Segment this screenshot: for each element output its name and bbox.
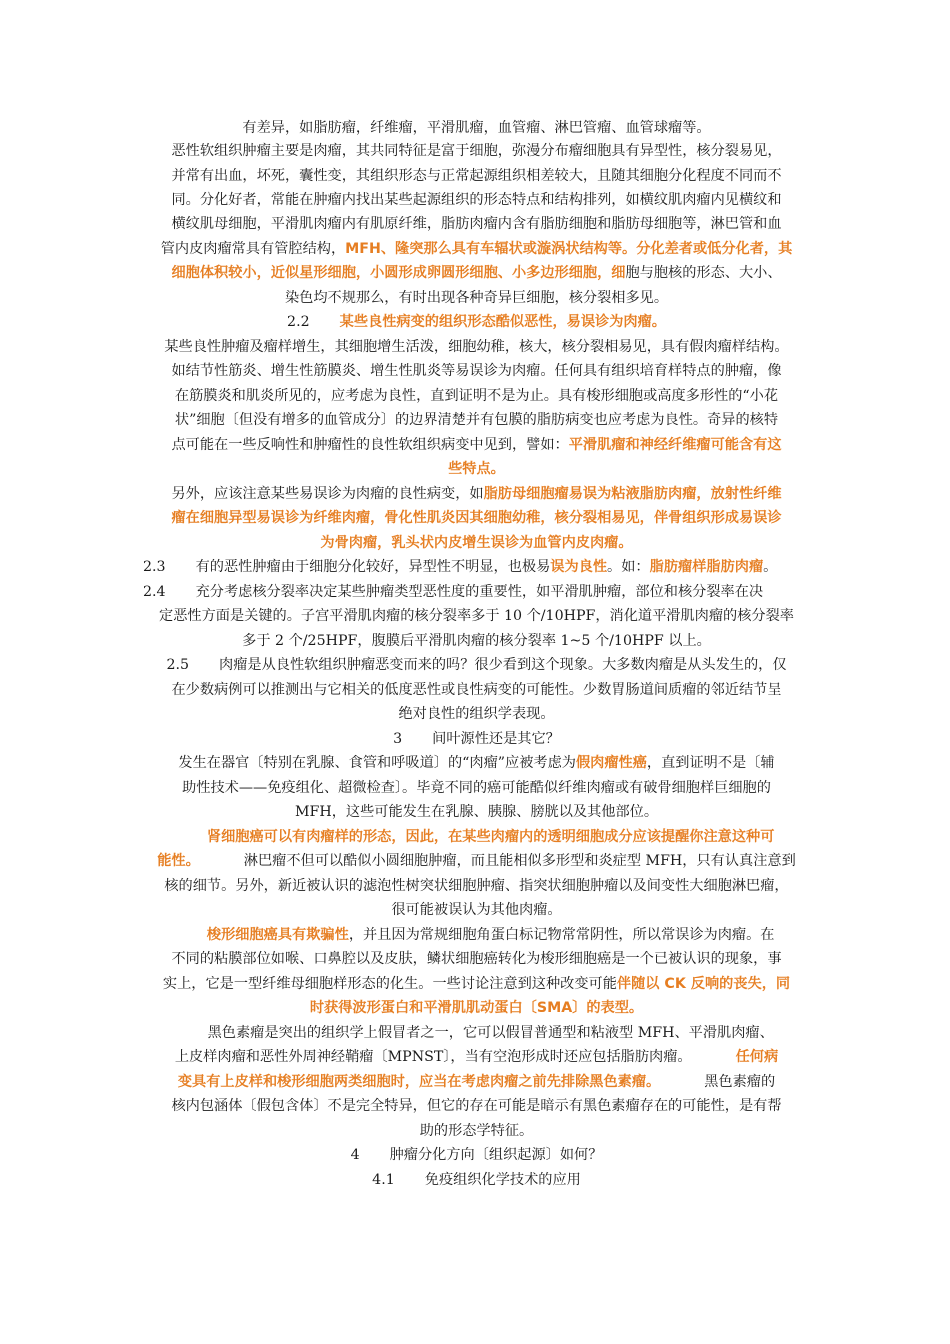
body-text: 另外，应该注意某些易误诊为肉瘤的良性病变，如: [171, 486, 484, 502]
text-line: [143, 898, 810, 922]
body-text: 2.3: [143, 559, 166, 575]
text-line: [143, 996, 810, 1020]
text-line: [143, 972, 810, 996]
body-text: 肿瘤分化方向〔组织起源〕如何？: [389, 1147, 603, 1163]
body-text: 横纹肌母细胞，平滑肌肉瘤内有肌原纤维，脂肪肉瘤内含有脂肪细胞和脂肪母细胞等，淋巴管和血: [171, 216, 782, 232]
body-text: 助的形态学特征。: [419, 1123, 534, 1139]
body-text: 上皮样肉瘤和恶性外周神经鞘瘤〔MPNST〕，当有空泡形成时还应包括脂肪肉瘤。: [174, 1049, 692, 1065]
highlighted-text: 细胞体积较小，近似星形细胞，小圆形成卵圆形细胞、小多边形细胞，细: [171, 265, 626, 281]
body-text: ，直到证明不是〔辅: [646, 755, 775, 771]
body-text: 助性技术——免疫组化、超微检查〕。毕竟不同的癌可能酷似纤维肉瘤或有破骨细胞样巨细胞的: [182, 780, 771, 796]
body-text: 2.5: [166, 657, 190, 673]
body-text: 有的恶性肿瘤由于细胞分化较好，异型性不明显，也极易: [195, 559, 551, 575]
text-line: [143, 629, 810, 653]
highlighted-text: 脂肪母细胞瘤易误为粘液脂肪肉瘤，放射性纤维: [483, 486, 782, 502]
body-text: 黑色素瘤的: [704, 1074, 776, 1090]
text-line: [143, 261, 810, 285]
body-text: 淋巴瘤不但可以酷似小圆细胞肿瘤，而且能相似多形型和炎症型 MFH，只有认真注意到: [243, 853, 796, 869]
text-line: [143, 1094, 810, 1118]
body-text: 黑色素瘤是突出的组织学上假冒者之一，它可以假冒普通型和粘液型 MFH、平滑肌肉瘤、: [179, 1025, 774, 1041]
body-text: 4.1: [372, 1172, 395, 1188]
text-line: [143, 212, 810, 236]
text-line: [143, 1119, 810, 1143]
body-text: 胞与胞核的形态、大小、: [625, 265, 782, 281]
body-text: 4: [350, 1147, 360, 1163]
highlighted-text: 肾细胞癌可以有肉瘤样的形态，因此，在某些肉瘤内的透明细胞成分应该提醒你注意这种可: [178, 829, 775, 845]
highlighted-text: 伴随以 CK 反响的丧失，同: [616, 976, 791, 992]
text-line: [143, 457, 810, 481]
body-text: 如结节性筋炎、增生性筋膜炎、增生性肌炎等易误诊为肉瘤。任何具有组织培育样特点的肿瘤，像: [171, 363, 782, 379]
text-line: [143, 164, 810, 188]
body-text: 染色均不规那么，有时出现各种奇异巨细胞，核分裂相多见。: [284, 290, 669, 306]
body-text: MFH，这些可能发生在乳腺、胰腺、膀胱以及其他部位。: [294, 804, 659, 820]
text-line: [143, 1045, 810, 1069]
highlighted-text: 任何病: [735, 1049, 779, 1065]
body-text: 管内皮肉瘤常具有管腔结构，: [160, 241, 346, 257]
body-text: 很可能被误认为其他肉瘤。: [391, 902, 562, 918]
body-text: 多于 2 个/25HPF，腹膜后平滑肌肉瘤的核分裂率 1~5 个/10HPF 以上。: [242, 633, 711, 649]
text-line: [143, 776, 810, 800]
text-line: [143, 286, 810, 310]
highlighted-text: 平滑肌瘤和神经纤维瘤可能含有这: [568, 437, 782, 453]
text-line: [143, 359, 810, 383]
text-line: [143, 727, 810, 751]
text-line: [143, 237, 810, 261]
body-text: 某些良性肿瘤及瘤样增生，其细胞增生活泼，细胞幼稚，核大，核分裂相易见，具有假肉瘤样结构。: [164, 339, 789, 355]
body-text: 同。分化好者，常能在肿瘤内找出某些起源组织的形态特点和结构排列，如横纹肌肉瘤内见横纹和: [171, 192, 782, 208]
text-line: [143, 702, 810, 726]
body-text: 恶性软组织肿瘤主要是肉瘤，其共同特征是富于细胞，弥漫分布瘤细胞具有异型性，核分裂易见，: [171, 143, 782, 159]
text-line: [143, 604, 810, 628]
highlighted-text: 变具有上皮样和梭形细胞两类细胞时，应当在考虑肉瘤之前先排除黑色素瘤。: [177, 1074, 661, 1090]
body-text: 绝对良性的组织学表现。: [398, 706, 555, 722]
text-line: [143, 188, 810, 212]
text-line: [143, 506, 810, 530]
text-line: [143, 825, 810, 849]
highlighted-text: MFH、隆突那么具有车辐状或漩涡状结构等。分化差者或低分化者，其: [345, 241, 793, 257]
text-line: [143, 482, 810, 506]
highlighted-text: 为骨肉瘤，乳头状内皮增生误诊为血管内皮肉瘤。: [320, 535, 633, 551]
highlighted-text: 时获得波形蛋白和平滑肌肌动蛋白〔SMA〕的表型。: [309, 1000, 644, 1016]
body-text: 状”细胞〔但没有增多的血管成分〕的边界清楚并有包膜的脂肪病变也应考虑为良性。奇异的核特: [174, 412, 779, 428]
highlighted-text: 梭形细胞癌具有欺骗性: [178, 927, 349, 943]
body-text: 点可能在一些反响性和肿瘤性的良性软组织病变中见到，譬如：: [171, 437, 569, 453]
highlighted-text: 瘤在细胞异型易误诊为纤维肉瘤，骨化性肌炎因其细胞幼稚，核分裂相易见，伴骨组织形成易误诊: [171, 510, 782, 526]
text-line: [143, 874, 810, 898]
text-line: [143, 678, 810, 702]
text-line: [143, 139, 810, 163]
body-text: 。如：: [607, 559, 650, 575]
text-line: [143, 1021, 810, 1045]
body-text: 肉瘤是从良性软组织肿瘤恶变而来的吗？很少看到这个现象。大多数肉瘤是从头发生的，仅: [219, 657, 787, 673]
text-line: [143, 555, 810, 579]
body-text: 在筋膜炎和肌炎所见的，应考虑为良性，直到证明不是为止。具有梭形细胞或高度多形性的“小花: [174, 388, 779, 404]
body-text: 不同的粘膜部位如喉、口鼻腔以及皮肤，鳞状细胞癌转化为梭形细胞癌是一个已被认识的现象，事: [171, 951, 782, 967]
highlighted-text: 误为良性: [550, 559, 608, 575]
body-text: 免疫组织化学技术的应用: [424, 1172, 581, 1188]
body-text: 3: [393, 731, 403, 747]
text-line: [143, 849, 810, 873]
body-text: 在少数病例可以推测出与它相关的低度恶性或良性病变的可能性。少数胃肠道间质瘤的邻近结节呈: [171, 682, 782, 698]
body-text: 并常有出血，坏死，囊性变，其组织形态与正常起源组织相差较大，且随其细胞分化程度不同而不: [171, 168, 782, 184]
body-text: 充分考虑核分裂率决定某些肿瘤类型恶性度的重要性，如平滑肌肿瘤，部位和核分裂率在决: [195, 584, 764, 600]
body-text: 核的细节。另外，新近被认识的滤泡性树突状细胞肿瘤、指突状细胞肿瘤以及间变性大细胞淋巴瘤，: [164, 878, 789, 894]
text-line: [143, 408, 810, 432]
text-line: [143, 751, 810, 775]
highlighted-text: 些特点。: [448, 461, 505, 477]
body-text: 定恶性方面是关键的。子宫平滑肌肉瘤的核分裂率多于 10 个/10HPF，消化道平滑肌肉瘤的核分裂率: [159, 608, 794, 624]
body-text: 核内包涵体〔假包含体〕不是完全特异，但它的存在可能是暗示有黑色素瘤存在的可能性，是有帮: [171, 1098, 782, 1114]
body-text: 有差异，如脂肪瘤，纤维瘤，平滑肌瘤，血管瘤、淋巴管瘤、血管球瘤等。: [242, 120, 711, 136]
text-line: [143, 531, 810, 555]
highlighted-text: 能性。: [157, 853, 200, 869]
text-line: [143, 923, 810, 947]
body-text: 实上，它是一型纤维母细胞样形态的化生。一些讨论注意到这种改变可能: [162, 976, 617, 992]
body-text: 2.4: [143, 584, 166, 600]
body-text: 。: [763, 559, 778, 575]
highlighted-text: 假肉瘤性癌: [575, 755, 647, 771]
body-text: ，并且因为常规细胞角蛋白标记物常常阴性，所以常误诊为肉瘤。在: [348, 927, 775, 943]
text-line: [143, 335, 810, 359]
highlighted-text: 某些良性病变的组织形态酷似恶性，易误诊为肉瘤。: [339, 314, 666, 330]
text-line: [143, 116, 810, 140]
text-line: [143, 580, 810, 604]
text-line: [143, 310, 810, 334]
text-line: [143, 1143, 810, 1167]
text-line: [143, 1168, 810, 1192]
body-text: 2.2: [287, 314, 310, 330]
text-line: [143, 433, 810, 457]
text-line: [143, 384, 810, 408]
body-text: 间叶源性还是其它？: [432, 731, 560, 747]
body-text: 发生在器官〔特别在乳腺、食管和呼吸道〕的“肉瘤”应被考虑为: [178, 755, 576, 771]
highlighted-text: 脂肪瘤样脂肪肉瘤: [649, 559, 764, 575]
text-line: [143, 947, 810, 971]
text-line: [143, 800, 810, 824]
text-line: [143, 653, 810, 677]
text-line: [143, 1070, 810, 1094]
